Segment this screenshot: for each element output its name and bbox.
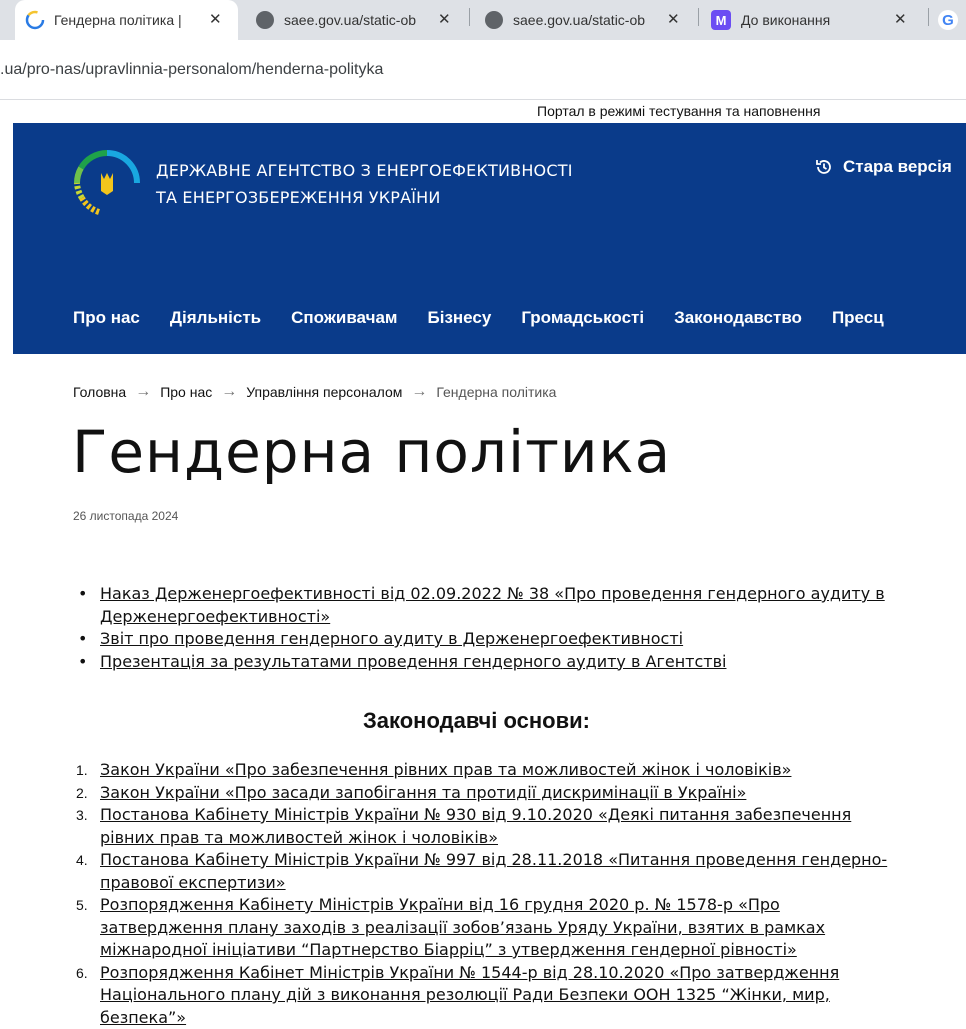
documents-list	[100, 583, 900, 673]
tab-title: saee.gov.ua/static-ob	[284, 12, 424, 28]
list-item	[100, 651, 900, 674]
tab-static-2[interactable]	[485, 4, 695, 36]
tab-todo[interactable]	[711, 4, 923, 36]
agency-logo-icon[interactable]	[71, 147, 143, 219]
list-number: 6.	[76, 962, 88, 985]
law-link[interactable]: Розпорядження Кабінету Міністрів України від 16 грудня 2020 р. № 1578-р «Про затвердження плану заходів з реалізації зобов’язань Уряду України, взятих в рамках міжнародної ініціативи “Партнерство Біарріц” з утвердження гендерної рівності»	[100, 895, 825, 959]
list-item	[100, 849, 900, 894]
list-item	[100, 894, 900, 962]
arrow-right-icon: →	[411, 383, 427, 401]
history-icon	[815, 158, 833, 176]
close-icon[interactable]: ✕	[667, 10, 680, 28]
list-item	[100, 804, 900, 849]
legislation-list	[100, 759, 900, 1029]
document-link[interactable]: Презентація за результатами проведення гендерного аудиту в Агентстві	[100, 652, 726, 671]
list-number: 3.	[76, 804, 88, 827]
tab-title: Гендерна політика |	[54, 12, 199, 28]
saee-favicon-icon	[26, 11, 44, 29]
google-icon: G	[938, 10, 958, 30]
breadcrumb-home[interactable]: Головна	[73, 384, 126, 400]
document-link[interactable]: Наказ Держенергоефективності від 02.09.2022 № 38 «Про проведення гендерного аудиту в Держенергоефективності»	[100, 584, 885, 626]
law-link[interactable]: Закон України «Про забезпечення рівних прав та можливостей жінок і чоловіків»	[100, 760, 791, 779]
close-icon[interactable]: ✕	[894, 10, 907, 28]
org-name[interactable]	[156, 157, 573, 211]
globe-icon	[485, 11, 503, 29]
list-item	[100, 628, 900, 651]
tab-separator	[928, 8, 929, 26]
breadcrumb	[73, 383, 556, 401]
close-icon[interactable]: ✕	[438, 10, 451, 28]
arrow-right-icon: →	[135, 383, 151, 401]
testing-notice	[0, 100, 966, 122]
list-item	[100, 782, 900, 805]
nav-activity[interactable]: Діяльність	[170, 308, 261, 328]
globe-icon	[256, 11, 274, 29]
law-link[interactable]: Закон України «Про засади запобігання та протидії дискримінації в Україні»	[100, 783, 746, 802]
law-link[interactable]: Розпорядження Кабінет Міністрів України № 1544-р від 28.10.2020 «Про затвердження Національного плану дій з виконання резолюції Ради Безпеки ООН 1325 “Жінки, мир, безпека”»	[100, 963, 839, 1027]
nav-legislation[interactable]: Законодавство	[674, 308, 802, 328]
tab-active[interactable]	[15, 0, 238, 40]
page-title: Гендерна політика	[72, 418, 671, 486]
list-number: 1.	[76, 759, 88, 782]
breadcrumb-current: Гендерна політика	[436, 384, 556, 400]
tab-title: До виконання	[741, 12, 891, 28]
list-number: 4.	[76, 849, 88, 872]
m-app-icon: M	[711, 10, 731, 30]
list-item	[100, 583, 900, 628]
tab-separator	[698, 8, 699, 26]
list-number: 5.	[76, 894, 88, 917]
list-item	[100, 962, 900, 1029]
org-name-line2: ТА ЕНЕРГОЗБЕРЕЖЕННЯ УКРАЇНИ	[156, 184, 573, 211]
old-version-label: Стара версія	[843, 157, 952, 177]
nav-consumers[interactable]: Споживачам	[291, 308, 397, 328]
publish-date: 26 листопада 2024	[73, 509, 178, 523]
tab-google[interactable]	[938, 4, 966, 36]
tab-separator	[469, 8, 470, 26]
nav-press[interactable]: Пресц	[832, 308, 884, 328]
list-item	[100, 759, 900, 782]
close-icon[interactable]: ✕	[209, 10, 222, 28]
org-name-line1: ДЕРЖАВНЕ АГЕНТСТВО З ЕНЕРГОЕФЕКТИВНОСТІ	[156, 157, 573, 184]
law-link[interactable]: Постанова Кабінету Міністрів України № 930 від 9.10.2020 «Деякі питання забезпечення рівних прав та можливостей жінок і чоловіків»	[100, 805, 851, 847]
document-link[interactable]: Звіт про проведення гендерного аудиту в Держенергоефективності	[100, 629, 683, 648]
list-number: 2.	[76, 782, 88, 805]
nav-public[interactable]: Громадськості	[521, 308, 644, 328]
browser-tab-bar	[0, 0, 966, 40]
breadcrumb-about[interactable]: Про нас	[160, 384, 212, 400]
main-nav	[73, 308, 914, 328]
address-bar[interactable]	[0, 40, 966, 100]
section-title: Законодавчі основи:	[0, 708, 953, 734]
arrow-right-icon: →	[221, 383, 237, 401]
tab-title: saee.gov.ua/static-ob	[513, 12, 653, 28]
notice-text: Портал в режимі тестування та наповнення	[537, 103, 820, 119]
old-version-link[interactable]	[815, 157, 952, 177]
url-text[interactable]: .ua/pro-nas/upravlinnia-personalom/henderna-polityka	[0, 61, 383, 79]
tab-static-1[interactable]	[256, 4, 466, 36]
nav-business[interactable]: Бізнесу	[428, 308, 492, 328]
site-header	[13, 123, 966, 354]
nav-about[interactable]: Про нас	[73, 308, 140, 328]
breadcrumb-personnel[interactable]: Управління персоналом	[246, 384, 402, 400]
law-link[interactable]: Постанова Кабінету Міністрів України № 997 від 28.11.2018 «Питання проведення гендерно-правової експертизи»	[100, 850, 887, 892]
